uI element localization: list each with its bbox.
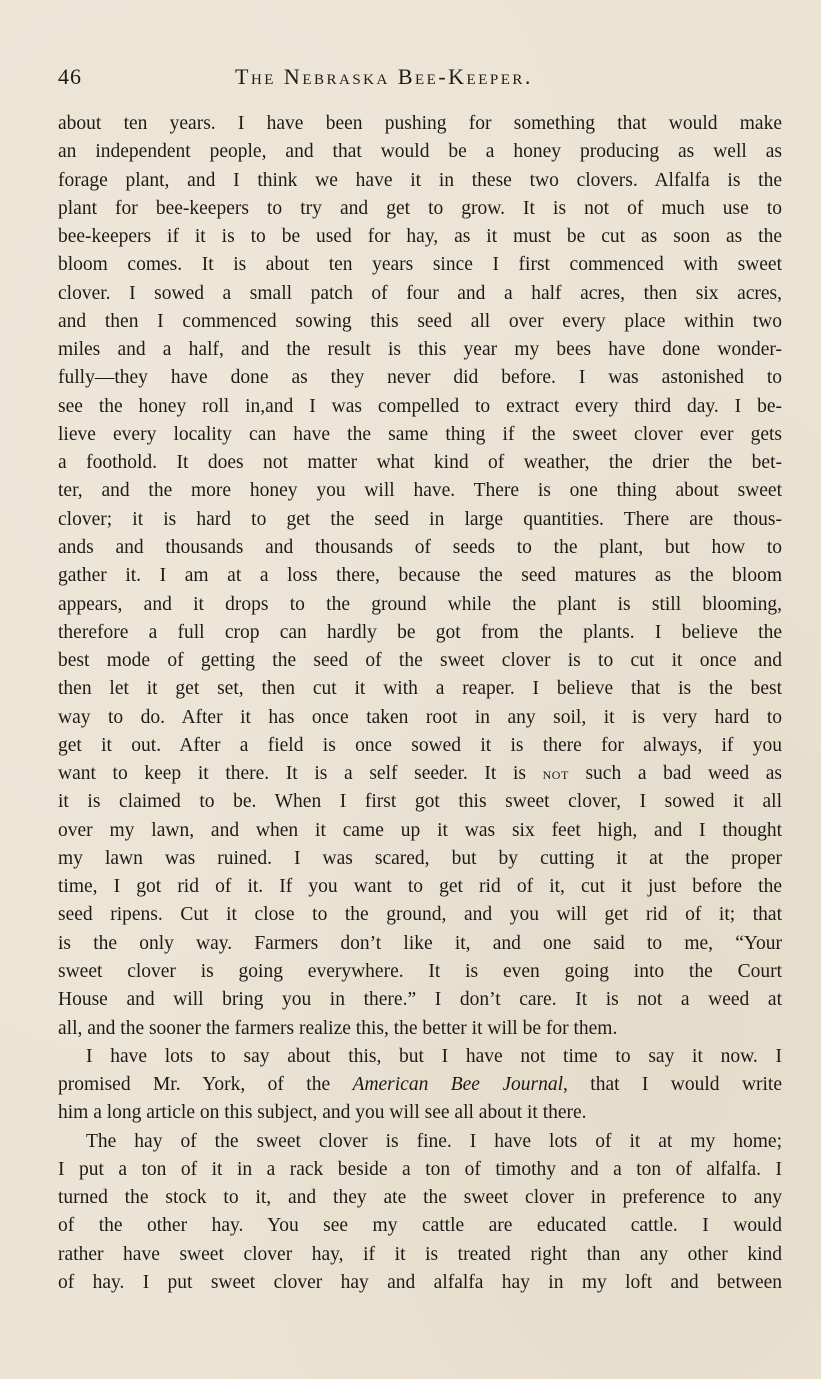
page-number: 46 [58, 64, 82, 89]
text-line: of the other hay. You see my cattle are educated cattle. I would [58, 1215, 782, 1237]
text-line: appears, and it drops to the ground while the plant is still blooming, [58, 593, 782, 615]
text-segment: , that I would write [563, 1074, 782, 1096]
text-line: a foothold. It does not matter what kind of weather, the drier the bet- [58, 452, 782, 474]
text-line: way to do. After it has once taken root in any soil, it is very hard to [58, 706, 782, 728]
text-segment: promised Mr. York, of the [58, 1074, 331, 1096]
text-line: clover. I sowed a small patch of four and a half acres, then six acres, [58, 282, 782, 304]
text-line: best mode of getting the seed of the sweet clover is to cut it once and [58, 650, 782, 672]
body-text [58, 110, 782, 1297]
text-line: seed ripens. Cut it close to the ground, and you will get rid of it; that [58, 904, 782, 926]
small-caps-emphasis: not [542, 764, 569, 784]
text-line: bee-keepers if it is to be used for hay, as it must be cut as soon as the [58, 226, 782, 248]
text-line: bloom comes. It is about ten years since I first commenced with sweet [58, 254, 782, 276]
text-line: him a long article on this subject, and you will see all about it there. [58, 1102, 587, 1124]
text-line: see the honey roll in,and I was compelled to extract every third day. I be- [58, 395, 782, 417]
text-line: I put a ton of it in a rack beside a ton of timothy and a ton of alfalfa. I [58, 1158, 782, 1180]
text-line: and then I commenced sowing this seed all over every place within two [58, 310, 782, 332]
text-line: miles and a half, and the result is this year my bees have done wonder- [58, 339, 782, 361]
text-line: ands and thousands and thousands of seeds to the plant, but how to [58, 536, 782, 558]
running-head [58, 64, 781, 98]
text-line: all, and the sooner the farmers realize this, the better it will be for them. [58, 1017, 618, 1039]
text-line: then let it get set, then cut it with a reaper. I believe that is the best [58, 678, 782, 700]
text-line: ter, and the more honey you will have. There is one thing about sweet [58, 480, 782, 502]
text-segment: such a bad weed as [585, 763, 782, 785]
text-line: time, I got rid of it. If you want to get rid of it, cut it just before the [58, 876, 782, 898]
text-line: is the only way. Farmers don’t like it, and one said to me, “Your [58, 932, 782, 954]
running-title: The Nebraska Bee-Keeper. [235, 64, 533, 89]
text-line: House and will bring you in there.” I don’t care. It is not a weed at [58, 989, 782, 1011]
text-line: rather have sweet clover hay, if it is treated right than any other kind [58, 1243, 782, 1265]
text-line: plant for bee-keepers to try and get to grow. It is not of much use to [58, 197, 782, 219]
text-line-mixed [58, 760, 782, 788]
text-line: about ten years. I have been pushing for something that would make [58, 113, 782, 134]
text-line: gather it. I am at a loss there, because the seed matures as the bloom [58, 565, 782, 587]
text-line: The hay of the sweet clover is fine. I have lots of it at my home; [86, 1130, 782, 1152]
text-line: I have lots to say about this, but I have not time to say it now. I [86, 1045, 782, 1067]
text-line: clover; it is hard to get the seed in large quantities. There are thous- [58, 508, 782, 530]
text-line: it is claimed to be. When I first got this sweet clover, I sowed it all [58, 791, 782, 813]
text-line-mixed [58, 1071, 782, 1099]
journal-title: American Bee Journal [352, 1074, 564, 1096]
text-line: lieve every locality can have the same thing if the sweet clover ever gets [58, 423, 782, 445]
text-line: sweet clover is going everywhere. It is even going into the Court [58, 960, 782, 982]
text-line: get it out. After a field is once sowed it is there for always, if you [58, 734, 782, 756]
text-line: turned the stock to it, and they ate the sweet clover in preference to any [58, 1187, 782, 1209]
text-line: of hay. I put sweet clover hay and alfalfa hay in my loft and between [58, 1271, 782, 1293]
text-line: forage plant, and I think we have it in these two clovers. Alfalfa is the [58, 169, 782, 191]
text-line: over my lawn, and when it came up it was six feet high, and I thought [58, 819, 782, 841]
text-line: therefore a full crop can hardly be got from the plants. I believe the [58, 621, 782, 643]
text-line: fully—they have done as they never did before. I was astonished to [58, 367, 782, 389]
text-line: my lawn was ruined. I was scared, but by cutting it at the proper [58, 847, 782, 869]
text-segment: want to keep it there. It is a self seeder. It is [58, 763, 526, 785]
text-line: an independent people, and that would be a honey producing as well as [58, 141, 782, 163]
